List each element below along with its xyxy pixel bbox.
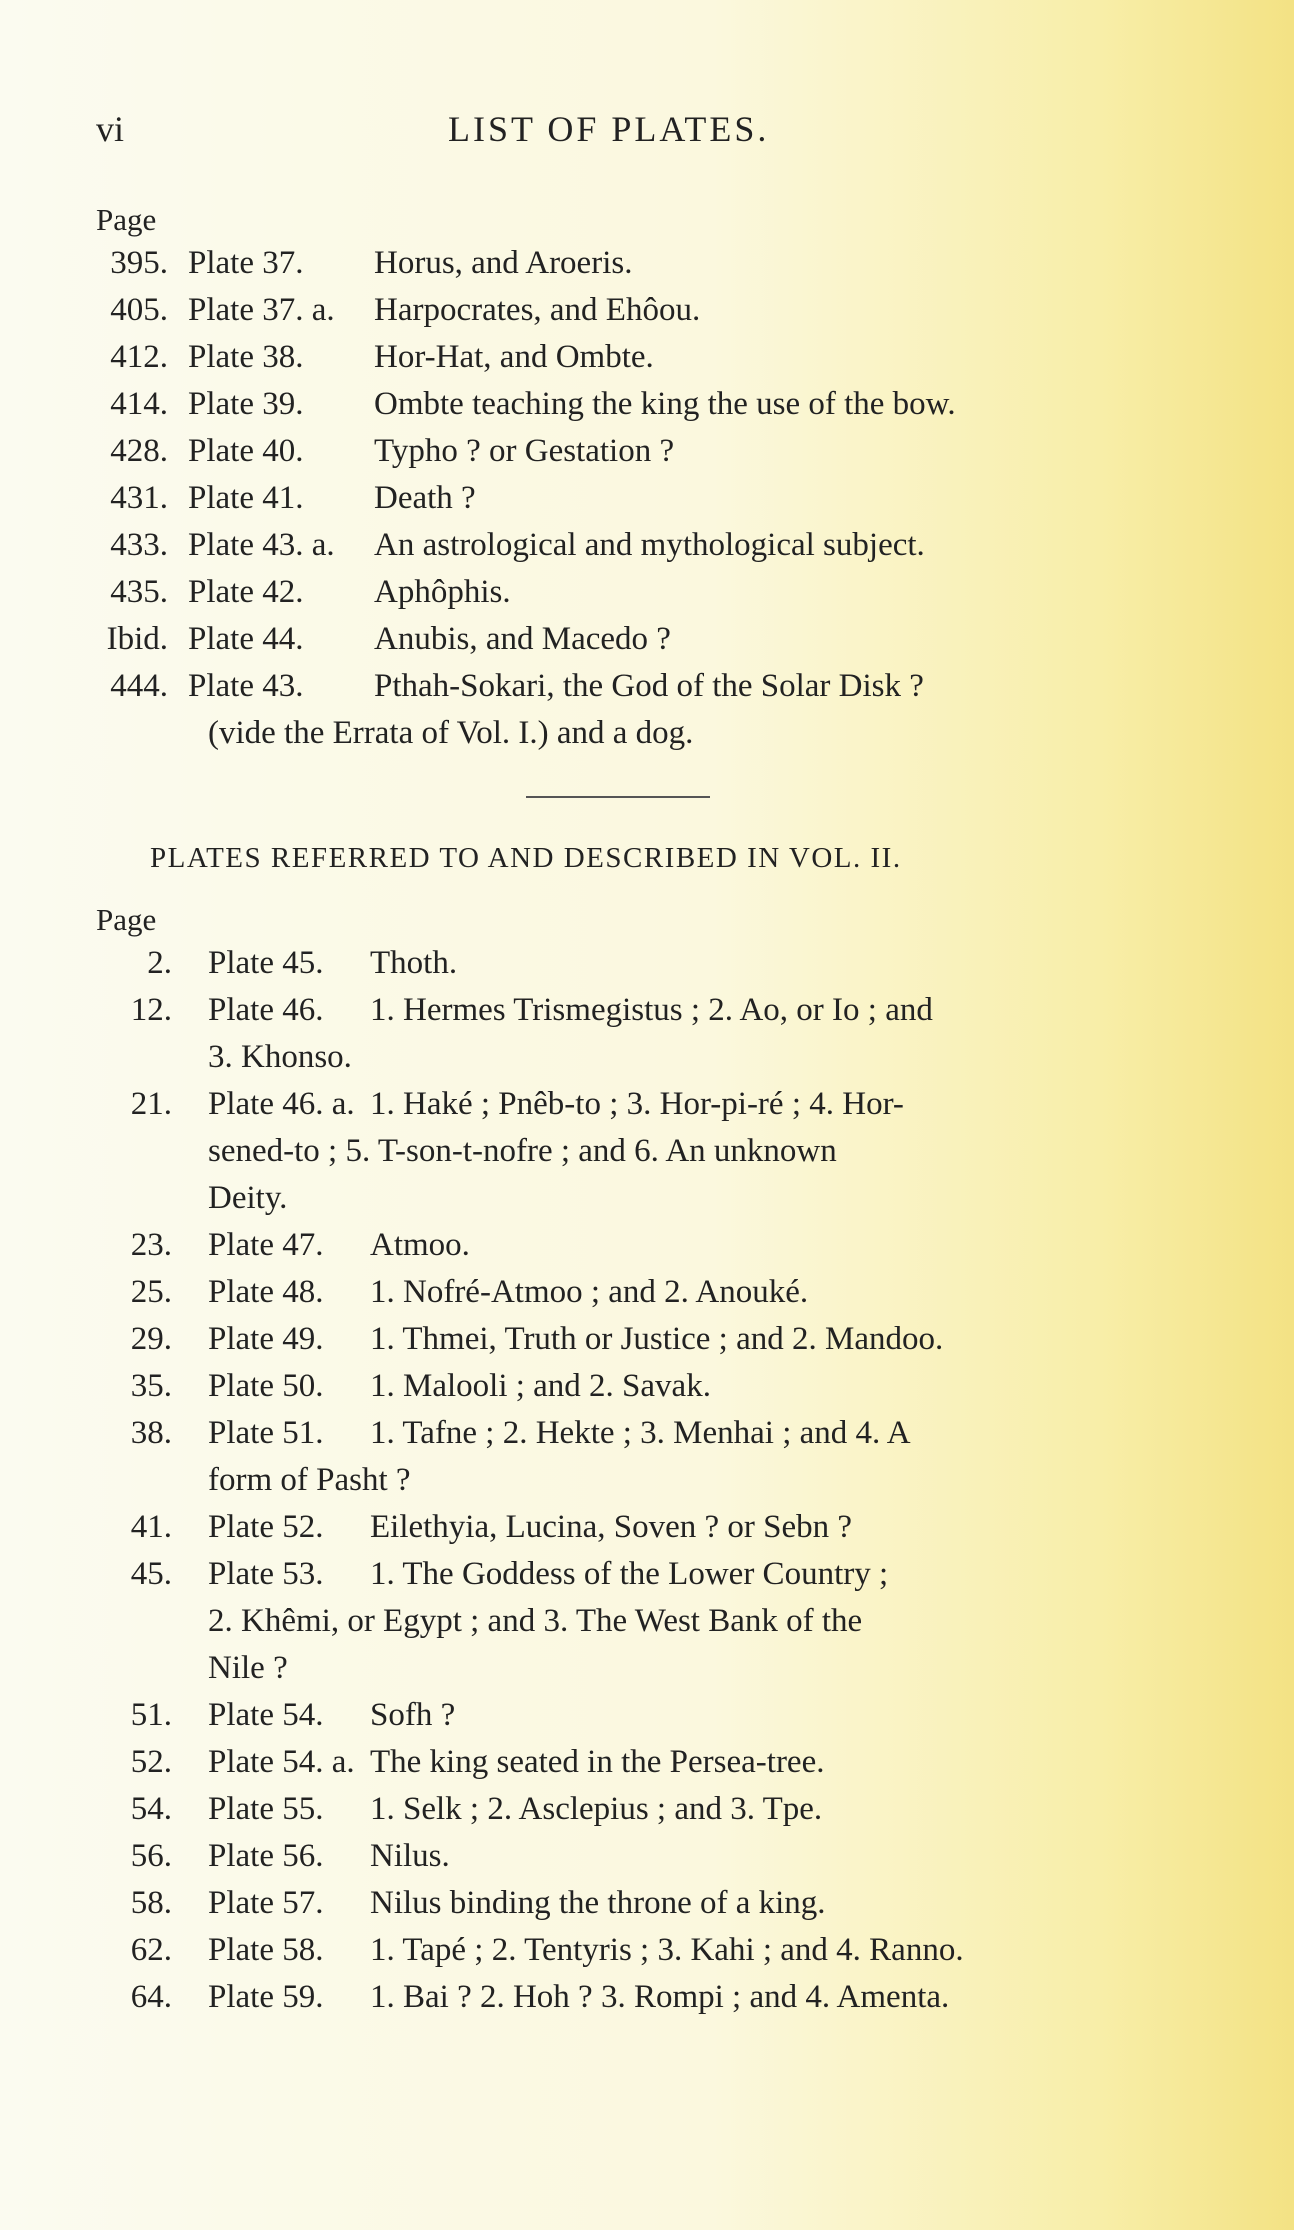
entry-page: 41. xyxy=(130,1509,172,1545)
plates-list-vol2 xyxy=(96,900,1196,2021)
entry-description: Eilethyia, Lucina, Soven ? or Sebn ? xyxy=(370,1509,853,1545)
entry-plate: Plate 49. xyxy=(208,1321,324,1357)
entry-plate: Plate 43. a. xyxy=(188,527,335,563)
section-divider xyxy=(526,796,710,798)
entry-plate: Plate 54. xyxy=(208,1697,324,1733)
entry-page: 431. xyxy=(110,480,168,516)
entry-plate: Plate 47. xyxy=(208,1227,324,1263)
entry-page: 29. xyxy=(130,1321,172,1357)
list-item xyxy=(96,1786,1196,1833)
entry-description: 1. Haké ; Pnêb-to ; 3. Hor-pi-ré ; 4. Hor- xyxy=(370,1086,904,1122)
entry-description: Sofh ? xyxy=(370,1697,456,1733)
list-item xyxy=(96,428,1196,475)
entry-description: Horus, and Aroeris. xyxy=(374,245,633,281)
entry-description: Hor-Hat, and Ombte. xyxy=(374,339,654,375)
entry-page: 35. xyxy=(130,1368,172,1404)
entry-continuation: form of Pasht ? xyxy=(208,1462,411,1498)
list-item xyxy=(96,1739,1196,1786)
entry-continuation: sened-to ; 5. T-son-t-nofre ; and 6. An unknown xyxy=(208,1133,837,1169)
entry-plate: Plate 41. xyxy=(188,480,304,516)
entry-continuation: Deity. xyxy=(208,1180,288,1216)
entry-description: An astrological and mythological subject. xyxy=(374,527,925,563)
entry-plate: Plate 54. a. xyxy=(208,1744,355,1780)
entry-plate: Plate 52. xyxy=(208,1509,324,1545)
entry-page: 56. xyxy=(130,1838,172,1874)
entry-page: 428. xyxy=(110,433,168,469)
list-item xyxy=(96,1974,1196,2021)
entry-continuation: (vide the Errata of Vol. I.) and a dog. xyxy=(208,715,694,751)
list-item xyxy=(96,940,1196,987)
list-item xyxy=(96,475,1196,522)
entry-plate: Plate 57. xyxy=(208,1885,324,1921)
entry-continuation: Nile ? xyxy=(208,1650,288,1686)
entry-page: 395. xyxy=(110,245,168,281)
entry-plate: Plate 51. xyxy=(208,1415,324,1451)
list-item xyxy=(96,1880,1196,1927)
list-item xyxy=(96,287,1196,334)
entry-description: 1. Bai ? 2. Hoh ? 3. Rompi ; and 4. Amenta. xyxy=(370,1979,950,2015)
entry-description: Anubis, and Macedo ? xyxy=(374,621,671,657)
entry-description: Harpocrates, and Ehôou. xyxy=(374,292,701,328)
list-item xyxy=(96,334,1196,381)
entry-page: 405. xyxy=(110,292,168,328)
entry-page: 38. xyxy=(130,1415,172,1451)
entry-description: 1. Tafne ; 2. Hekte ; 3. Menhai ; and 4. A xyxy=(370,1415,911,1451)
list-item xyxy=(96,1269,1196,1316)
entry-plate: Plate 46. xyxy=(208,992,324,1028)
entry-description: Typho ? or Gestation ? xyxy=(374,433,675,469)
entry-page: 51. xyxy=(130,1697,172,1733)
entry-plate: Plate 38. xyxy=(188,339,304,375)
list-item xyxy=(96,663,1196,757)
entry-plate: Plate 46. a. xyxy=(208,1086,355,1122)
entry-description: 1. Tapé ; 2. Tentyris ; 3. Kahi ; and 4. Ranno. xyxy=(370,1932,964,1968)
entry-plate: Plate 40. xyxy=(188,433,304,469)
list-item xyxy=(96,522,1196,569)
list-item xyxy=(96,1551,1196,1692)
entry-page: 64. xyxy=(130,1979,172,2015)
section-heading: PLATES REFERRED TO AND DESCRIBED IN VOL. II. xyxy=(150,842,902,874)
list-item xyxy=(96,1363,1196,1410)
page-title: LIST OF PLATES. xyxy=(448,109,770,149)
entry-continuation: 2. Khêmi, or Egypt ; and 3. The West Bank of the xyxy=(208,1603,863,1639)
entry-description: Aphôphis. xyxy=(374,574,511,610)
entry-description: 1. Malooli ; and 2. Savak. xyxy=(370,1368,711,1404)
entry-plate: Plate 39. xyxy=(188,386,304,422)
list-item xyxy=(96,1410,1196,1504)
entry-description: 1. Nofré-Atmoo ; and 2. Anouké. xyxy=(370,1274,809,1310)
entry-plate: Plate 53. xyxy=(208,1556,324,1592)
entry-page: 54. xyxy=(130,1791,172,1827)
entry-page: 21. xyxy=(130,1086,172,1122)
entry-continuation: 3. Khonso. xyxy=(208,1039,352,1075)
page-number: vi xyxy=(96,109,125,149)
entry-page: 435. xyxy=(110,574,168,610)
list-item xyxy=(96,1692,1196,1739)
entry-description: Pthah-Sokari, the God of the Solar Disk ? xyxy=(374,668,924,704)
entry-page: 444. xyxy=(110,668,168,704)
list-item xyxy=(96,1316,1196,1363)
entry-plate: Plate 48. xyxy=(208,1274,324,1310)
entry-plate: Plate 42. xyxy=(188,574,304,610)
entry-page: 12. xyxy=(130,992,172,1028)
list-item xyxy=(96,1504,1196,1551)
list-item xyxy=(96,1833,1196,1880)
entry-description: The king seated in the Persea-tree. xyxy=(370,1744,825,1780)
entry-plate: Plate 43. xyxy=(188,668,304,704)
entry-plate: Plate 55. xyxy=(208,1791,324,1827)
entry-page: 2. xyxy=(147,945,172,981)
entry-page: 58. xyxy=(130,1885,172,1921)
entry-plate: Plate 56. xyxy=(208,1838,324,1874)
list-item xyxy=(96,240,1196,287)
entry-page: 45. xyxy=(130,1556,172,1592)
entry-plate: Plate 37. a. xyxy=(188,292,335,328)
list-item xyxy=(96,1081,1196,1222)
entry-page: Ibid. xyxy=(106,621,168,657)
plates-list-vol1 xyxy=(96,200,1196,757)
entry-page: 25. xyxy=(130,1274,172,1310)
entry-plate: Plate 45. xyxy=(208,945,324,981)
list-item xyxy=(96,616,1196,663)
entry-plate: Plate 58. xyxy=(208,1932,324,1968)
entry-description: Thoth. xyxy=(370,945,458,981)
page-column-label: Page xyxy=(96,902,157,937)
list-item xyxy=(96,1222,1196,1269)
entry-plate: Plate 50. xyxy=(208,1368,324,1404)
page-column-label: Page xyxy=(96,202,157,237)
entry-description: 1. Selk ; 2. Asclepius ; and 3. Tpe. xyxy=(370,1791,823,1827)
list-item xyxy=(96,569,1196,616)
entry-description: Atmoo. xyxy=(370,1227,470,1263)
entry-description: Nilus binding the throne of a king. xyxy=(370,1885,826,1921)
entry-plate: Plate 59. xyxy=(208,1979,324,2015)
entry-plate: Plate 44. xyxy=(188,621,304,657)
entry-description: Death ? xyxy=(374,480,476,516)
entry-plate: Plate 37. xyxy=(188,245,304,281)
entry-page: 52. xyxy=(130,1744,172,1780)
list-item xyxy=(96,381,1196,428)
list-item xyxy=(96,987,1196,1081)
entry-description: Nilus. xyxy=(370,1838,450,1874)
entry-description: Ombte teaching the king the use of the bow. xyxy=(374,386,956,422)
entry-page: 62. xyxy=(130,1932,172,1968)
entry-page: 23. xyxy=(130,1227,172,1263)
entry-description: 1. The Goddess of the Lower Country ; xyxy=(370,1556,889,1592)
entry-description: 1. Hermes Trismegistus ; 2. Ao, or Io ; and xyxy=(370,992,933,1028)
entry-page: 433. xyxy=(110,527,168,563)
list-item xyxy=(96,1927,1196,1974)
entry-page: 414. xyxy=(110,386,168,422)
entry-description: 1. Thmei, Truth or Justice ; and 2. Mandoo. xyxy=(370,1321,944,1357)
entry-page: 412. xyxy=(110,339,168,375)
